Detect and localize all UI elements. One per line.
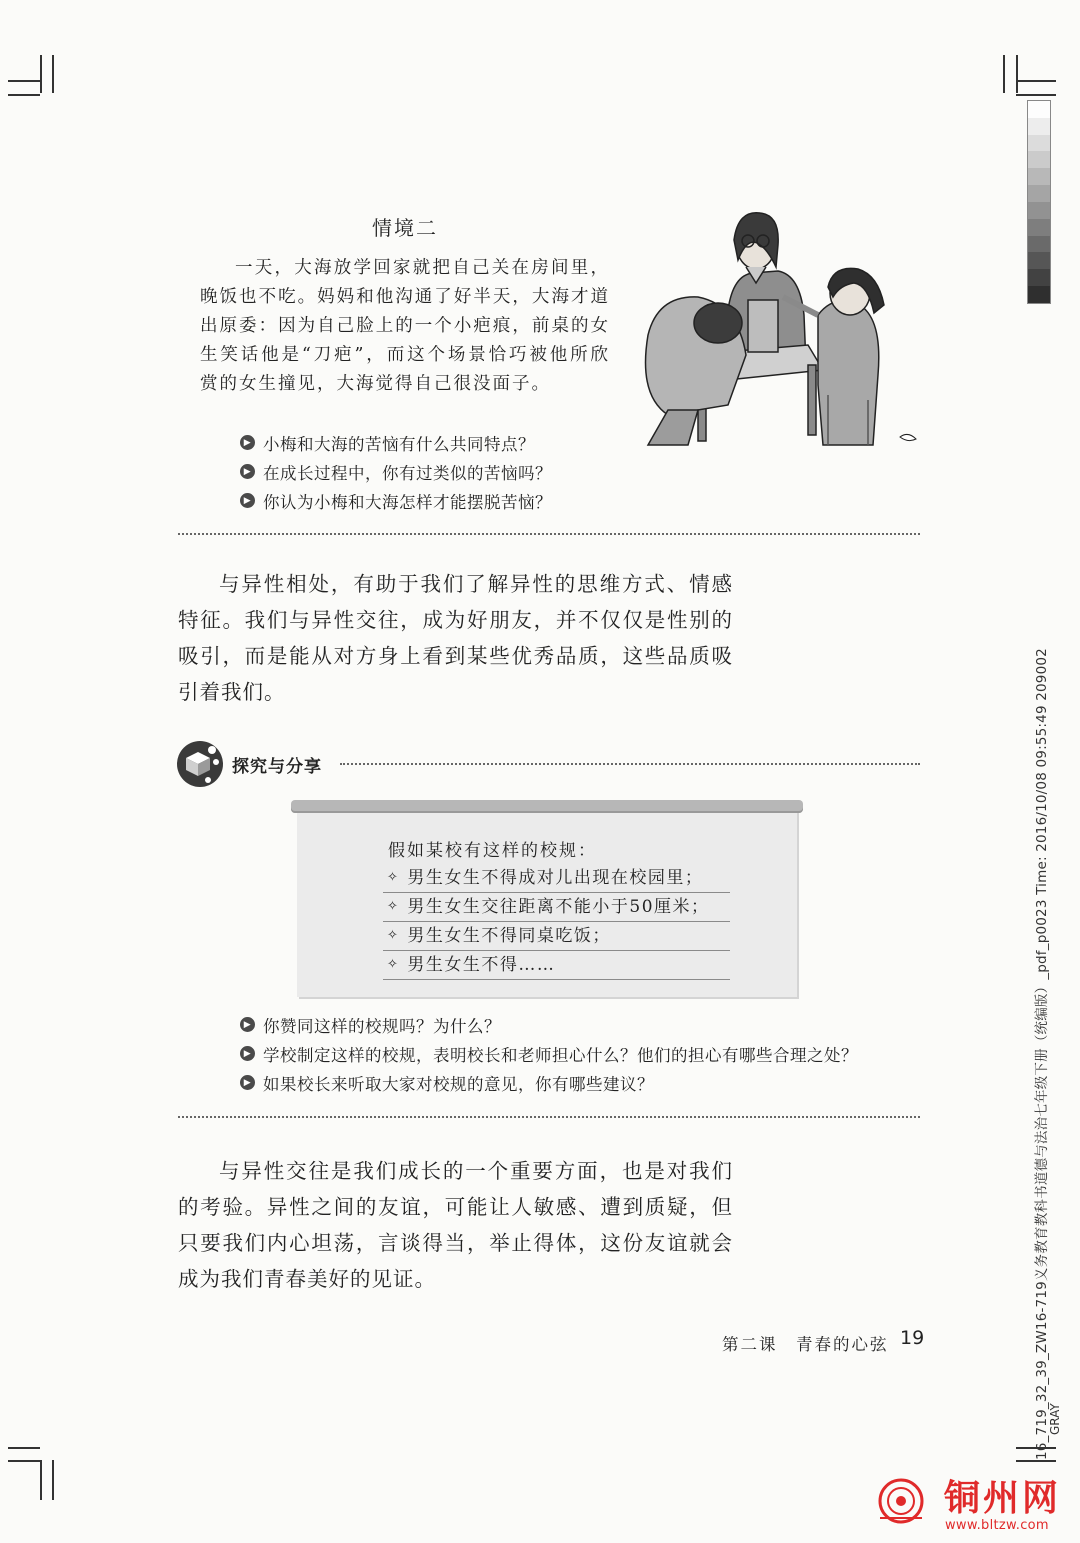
- crop-mark: [1016, 55, 1018, 93]
- boy-figure: [646, 297, 747, 445]
- print-file-code: 16_719_32_39_ZW16-719义务教育教科书道德与法治七年级下册（统编版）_pdf_p0023 Time: 2016/10/08 09:55:49 209002: [1034, 648, 1050, 1460]
- crop-mark: [8, 1447, 40, 1449]
- crop-mark: [1016, 80, 1056, 82]
- body-paragraph-1: 与异性相处，有助于我们了解异性的思维方式、情感特征。我们与异性交往，成为好朋友，并不仅仅是性别的吸引，而是能从对方身上看到某些优秀品质，这些品质吸引着我们。: [178, 572, 733, 704]
- explore-questions: [240, 1010, 858, 1097]
- crop-mark: [8, 94, 40, 96]
- gray-label: GRAY: [1048, 1403, 1062, 1435]
- arrow-bullet-icon: ▶: [240, 1075, 255, 1090]
- question-item: [240, 1039, 858, 1068]
- diamond-bullet-icon: ✧: [387, 957, 400, 972]
- gray-scale-strip: [1027, 100, 1051, 304]
- crop-mark: [8, 80, 40, 82]
- question-text: 你赞同这样的校规吗？为什么？: [263, 1016, 501, 1036]
- page-number: 19: [900, 1327, 925, 1349]
- crop-mark: [1003, 55, 1005, 93]
- rule-text: 男生女生交往距离不能小于50厘米；: [407, 897, 710, 917]
- crop-mark: [8, 1460, 40, 1462]
- arrow-bullet-icon: ▶: [240, 1046, 255, 1061]
- question-text: 在成长过程中，你有过类似的苦恼吗？: [263, 463, 552, 483]
- rule-item: [383, 922, 730, 951]
- classroom-illustration: [628, 205, 928, 450]
- rule-text: 男生女生不得……: [407, 955, 556, 975]
- arrow-bullet-icon: ▶: [240, 493, 255, 508]
- heading-dotted-line: [340, 763, 920, 765]
- explore-share-icon: [176, 740, 224, 788]
- diamond-bullet-icon: ✧: [387, 899, 400, 914]
- crop-mark: [40, 55, 42, 93]
- crop-mark: [1016, 1460, 1056, 1462]
- scene-paragraph: [200, 254, 610, 399]
- crop-mark: [52, 1460, 54, 1500]
- section-divider: [178, 1116, 920, 1118]
- rule-item: [383, 864, 730, 893]
- watermark-url: www.bltzw.com: [945, 1518, 1049, 1533]
- site-logo-icon: [878, 1478, 924, 1524]
- question-item: [240, 428, 552, 457]
- crop-mark: [1016, 94, 1056, 96]
- body-paragraph-2: 与异性交往是我们成长的一个重要方面，也是对我们的考验。异性之间的友谊，可能让人敏感、遭到质疑，但只要我们内心坦荡，言谈得当，举止得体，这份友谊就会成为我们青春美好的见证。: [178, 1159, 733, 1291]
- explore-share-heading: 探究与分享: [232, 757, 322, 777]
- crop-mark: [52, 55, 54, 93]
- arrow-bullet-icon: ▶: [240, 435, 255, 450]
- arrow-bullet-icon: ▶: [240, 464, 255, 479]
- question-item: [240, 457, 552, 486]
- arrow-bullet-icon: ▶: [240, 1017, 255, 1032]
- watermark-site-name: 铜州网: [944, 1478, 1062, 1519]
- question-text: 学校制定这样的校规，表明校长和老师担心什么？他们的担心有哪些合理之处？: [263, 1045, 858, 1065]
- scroll-rod: [291, 800, 803, 813]
- question-item: [240, 1010, 858, 1039]
- rules-intro: 假如某校有这样的校规：: [388, 841, 597, 861]
- rule-item: [383, 951, 730, 980]
- scene-paragraph-text: 一天，大海放学回家就把自己关在房间里，晚饭也不吃。妈妈和他沟通了好半天，大海才道出原委：因为自己脸上的一个小疤痕，前桌的女生笑话他是“刀疤”，而这个场景恰巧被他所欣赏的女生撞见，大海觉得自己很没面子。: [200, 258, 610, 394]
- question-item: [240, 486, 552, 515]
- scene-title: 情境二: [372, 216, 438, 240]
- question-item: [240, 1068, 858, 1097]
- question-text: 如果校长来听取大家对校规的意见，你有哪些建议？: [263, 1074, 654, 1094]
- rule-text: 男生女生不得成对儿出现在校园里；: [407, 868, 704, 888]
- lesson-footer: 第二课 青春的心弦: [722, 1335, 889, 1354]
- crop-mark: [40, 1460, 42, 1500]
- rule-item: [383, 893, 730, 922]
- scene-questions: [240, 428, 552, 515]
- diamond-bullet-icon: ✧: [387, 928, 400, 943]
- rule-text: 男生女生不得同桌吃饭；: [407, 926, 611, 946]
- section-divider: [178, 533, 920, 535]
- question-text: 你认为小梅和大海怎样才能摆脱苦恼？: [263, 492, 552, 512]
- question-text: 小梅和大海的苦恼有什么共同特点？: [263, 434, 535, 454]
- rules-list: [383, 864, 730, 980]
- diamond-bullet-icon: ✧: [387, 870, 400, 885]
